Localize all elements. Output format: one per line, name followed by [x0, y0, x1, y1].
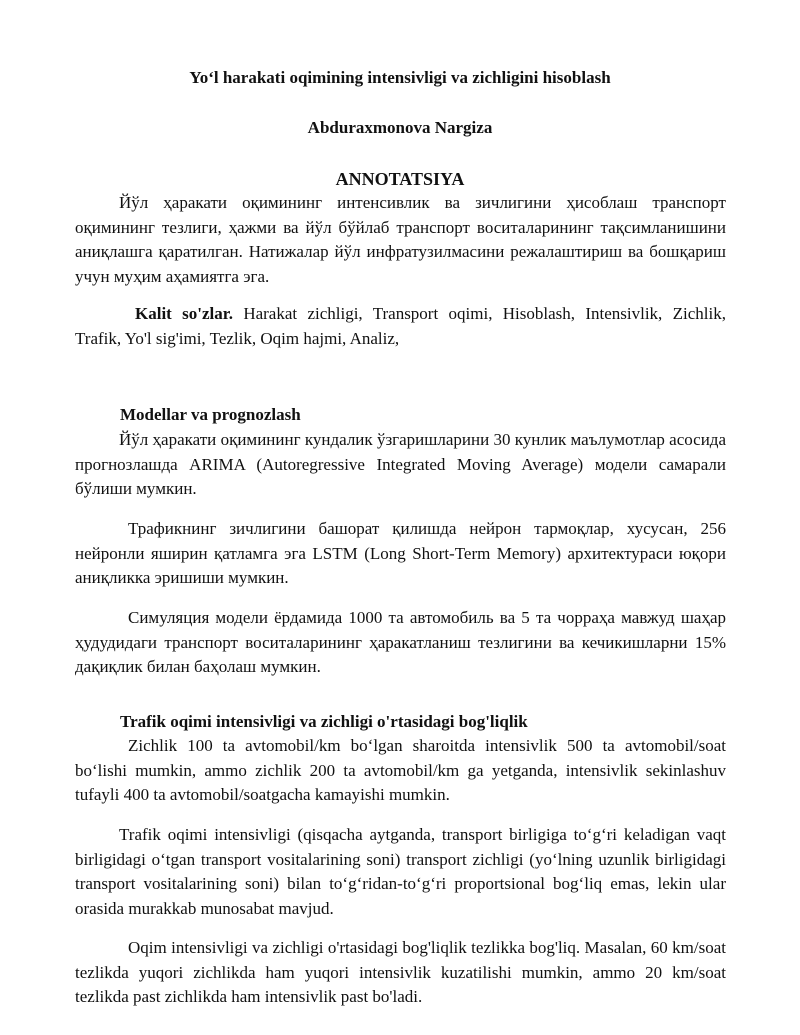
author-name: Abduraxmonova Nargiza — [307, 118, 493, 137]
paper-title: Yo‘l harakati oqimining intensivligi va zichligini hisoblash — [189, 68, 611, 87]
paragraph-simulation: Симуляция модели ёрдамида 1000 та автомобиль ва 5 та чорраҳа мавжуд шаҳар ҳудудидаги транспорт воситаларининг ҳаракатланиш тезлигини ва кечикишларни 15% дақиқлик билан баҳолаш мумкин. — [75, 608, 726, 676]
annotation-text: Йўл ҳаракати оқимининг интенсивлик ва зичлигини ҳисоблаш транспорт оқимининг тезлиги, ҳажми ва йўл бўйлаб транспорт воситаларининг тақсимланишини аниқлашга қаратилган. Натижалар йўл инфратузилмасини режалаштириш ва бошқариш учун муҳим аҳамиятга эга. — [75, 193, 726, 286]
paragraph-density-intensity: Zichlik 100 ta avtomobil/km bo‘lgan sharoitda intensivlik 500 ta avtomobil/soat bo‘lishi mumkin, ammo zichlik 200 ta avtomobil/km ga yetganda, intensivlik sekinlashuv tufayli 400 ta avtomobil/soatgacha kamayishi mumkin. — [75, 736, 726, 804]
section-heading-models: Modellar va prognozlash — [120, 405, 301, 424]
keywords-text: Harakat zichligi, Transport oqimi, Hisoblash, Intensivlik, Zichlik, Trafik, Yo'l sig'imi, Tezlik, Oqim hajmi, Analiz, — [75, 304, 726, 348]
paragraph-arima: Йўл ҳаракати оқимининг кундалик ўзгаришларини 30 кунлик маълумотлар асосида прогнозлашда ARIMA (Autoregressive Integrated Moving Average) модели самарали бўлиши мумкин. — [75, 430, 726, 498]
paragraph-speed-dependence: Oqim intensivligi va zichligi o'rtasidagi bog'liqlik tezlikka bog'liq. Masalan, 60 km/soat tezlikda yuqori zichlikda ham yuqori intensivlik kuzatilishi mumkin, ammo 20 km/soat tezlikda past zichlikda ham intensivlik past bo'ladi. — [75, 938, 726, 1006]
paragraph-lstm: Трафикнинг зичлигини башорат қилишда нейрон тармоқлар, хусусан, 256 нейронли яширин қатламга эга LSTM (Long Short-Term Memory) архитектураси юқори аниқликка эришиши мумкин. — [75, 519, 726, 587]
section-heading-relationship: Trafik oqimi intensivligi va zichligi o'rtasidagi bog'liqlik — [120, 712, 528, 731]
keywords-paragraph — [75, 302, 726, 351]
annotation-heading: ANNOTATSIYA — [335, 169, 465, 189]
paragraph-traffic-intensity: Trafik oqimi intensivligi (qisqacha aytganda, transport birligiga to‘g‘ri keladigan vaqt birligidagi o‘tgan transport vositalarining soni) transport zichligi (yo‘lning uzunlik birligidagi transport vositalarining soni) bilan to‘g‘ridan-to‘g‘ri proportsional bog‘liq emas, lekin ular orasida murakkab munosabat mavjud. — [75, 825, 726, 918]
keywords-label: Kalit so'zlar. — [135, 304, 233, 323]
